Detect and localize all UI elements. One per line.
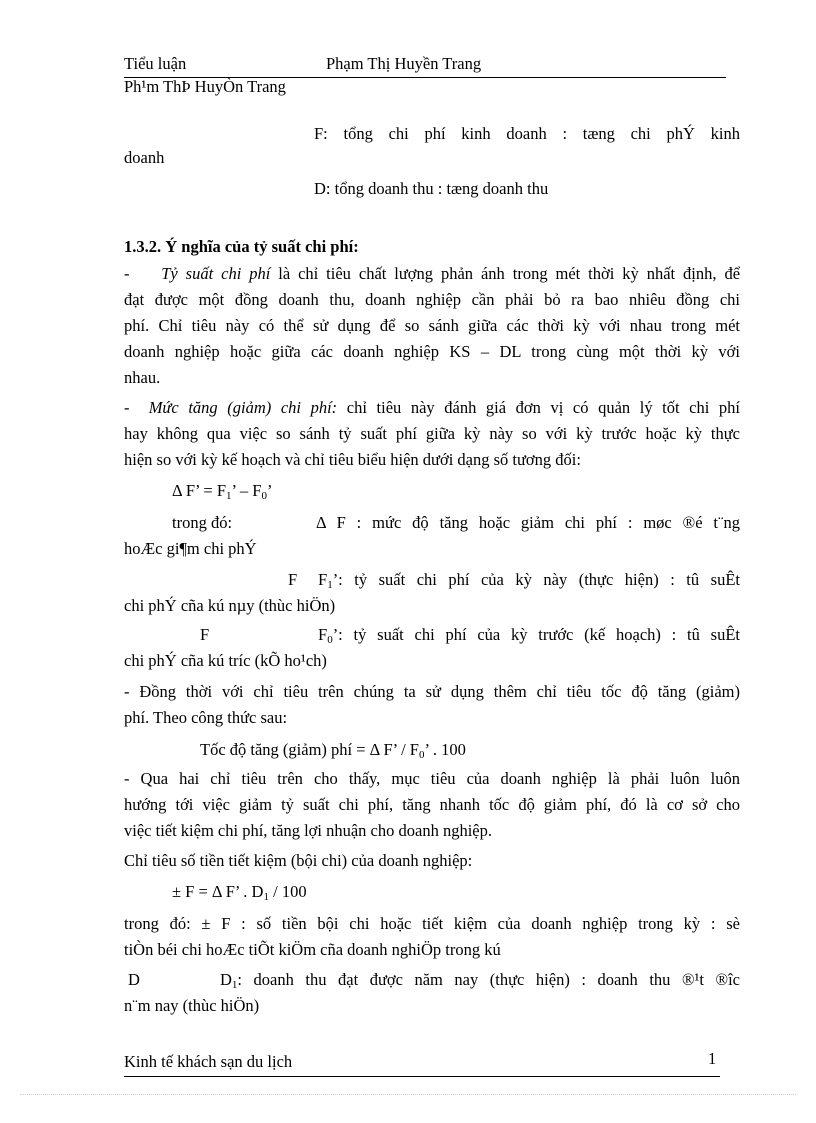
f-definition: F: tổng chi phí kinh doanh : tæng chi phÝ kinh xyxy=(314,124,740,143)
d1-definition-cont: n¨m nay (thùc hiÖn) xyxy=(124,996,260,1015)
header-left: Tiểu luận xyxy=(124,54,187,73)
equation-growth-rate xyxy=(200,740,466,760)
f0-def-symbol: F xyxy=(318,625,328,644)
where2-definition: trong đó: ± F : số tiền bội chi hoặc tiết kiệm của doanh nghiệp trong kỳ : sè xyxy=(124,914,740,933)
where1-definition: Δ F : mức độ tăng hoặc giảm chi phí : møc ®é t¨ng xyxy=(316,513,740,532)
footer-left: Kinh tế khách sạn du lịch xyxy=(124,1052,293,1071)
equation-savings xyxy=(172,882,307,902)
para1-line2: đạt được một đồng doanh thu, doanh nghiệp cần phải bỏ ra bao nhiêu đồng chi xyxy=(124,290,740,309)
para4-line3: việc tiết kiệm chi phí, tăng lợi nhuận cho doanh nghiệp. xyxy=(124,821,492,840)
para1-dash: - xyxy=(124,264,130,283)
para4-line1: - Qua hai chỉ tiêu trên cho thấy, mục tiêu của doanh nghiệp là phải luôn luôn xyxy=(124,769,740,788)
d1-def-symbol: D xyxy=(220,970,232,989)
para3-line1: - Đồng thời với chỉ tiêu trên chúng ta sử dụng thêm chỉ tiêu tốc độ tăng (giảm) xyxy=(124,682,740,701)
header-author: Phạm Thị Huyền Trang xyxy=(326,54,482,73)
para1-term: Tỷ suất chi phí xyxy=(161,264,271,283)
f1-sub: 1 xyxy=(327,579,333,591)
f0-definition xyxy=(318,625,740,645)
para2-dash: - xyxy=(124,398,130,417)
eq1-part-b: ’ – F xyxy=(231,481,262,500)
f1-def-text: ’: tỷ suất chi phí của kỳ này (thực hiện) : tû suÊt xyxy=(332,570,740,589)
para1-line4: doanh nghiệp hoặc giữa các doanh nghiệp KS – DL trong cùng một thời kỳ với xyxy=(124,342,740,361)
f1-definition xyxy=(318,570,740,590)
para5: Chỉ tiêu số tiền tiết kiệm (bội chi) của doanh nghiệp: xyxy=(124,851,473,870)
eq3-part-b: / 100 xyxy=(268,882,307,901)
d1-sub: 1 xyxy=(231,979,238,991)
eq2-part-b: ’ . 100 xyxy=(424,740,466,759)
para1-line3: phí. Chỉ tiêu này có thể sử dụng để so sánh giữa các thời kỳ với nhau trong mét xyxy=(124,316,740,335)
eq3-sub: 1 xyxy=(263,891,269,903)
para4-line2: hướng tới việc giảm tỷ suất chi phí, tăng nhanh tốc độ giảm phí, đó là cơ sở cho xyxy=(124,795,740,814)
para2-line1-rest: chỉ tiêu này đánh giá đơn vị có quản lý tốt chi phí xyxy=(346,398,741,417)
page-number: 1 xyxy=(708,1049,717,1068)
eq1-sub2: 0 xyxy=(261,490,267,502)
section-heading: 1.3.2. Ý nghĩa của tỷ suất chi phí: xyxy=(124,237,359,256)
eq2-part-a: Tốc độ tăng (giảm) phí = Δ F’ / F xyxy=(200,740,419,759)
para2-line1 xyxy=(124,398,740,418)
d-definition: D: tổng doanh thu : tæng doanh thu xyxy=(314,179,549,198)
para2-term: Mức tăng (giảm) chi phí: xyxy=(148,398,338,417)
where1-label: trong đó: xyxy=(172,513,233,532)
equation-delta-f xyxy=(172,481,272,501)
eq1-sub1: 1 xyxy=(226,490,232,502)
eq1-part-c: ’ xyxy=(266,481,273,500)
f-definition-cont: doanh xyxy=(124,148,165,167)
footer-rule xyxy=(124,1076,720,1077)
page-edge-dots xyxy=(20,1094,796,1095)
eq2-sub: 0 xyxy=(418,749,425,761)
para1-line1-rest: là chỉ tiêu chất lượng phản ánh trong mét thời kỳ nhất định, để xyxy=(278,264,741,283)
d1-def-text: : doanh thu đạt được năm nay (thực hiện) : doanh thu ®¹t ®îc xyxy=(237,970,740,989)
where2-definition-cont: tiÒn béi chi hoÆc tiÕt kiÖm cña doanh nghiÖp trong kú xyxy=(124,940,501,959)
para1-line5: nhau. xyxy=(124,368,161,387)
para1-line1 xyxy=(124,264,740,284)
f0-sub: 0 xyxy=(327,634,333,646)
para2-line3: hiện so với kỳ kế hoạch và chỉ tiêu biểu hiện dưới dạng số tương đối: xyxy=(124,450,581,469)
para2-line2: hay không qua việc so sánh tỷ suất phí giữa kỳ này so với kỳ trước hoặc kỳ thực xyxy=(124,424,740,443)
f0-definition-cont: chi phÝ cña kú tríc (kÕ ho¹ch) xyxy=(124,651,327,670)
f1-def-symbol: F xyxy=(318,570,328,589)
f0-def-text: ’: tỷ suất chi phí của kỳ trước (kế hoạch) : tû suÊt xyxy=(332,625,740,644)
where1-definition-cont: hoÆc gi¶m chi phÝ xyxy=(124,539,257,558)
para3-line2: phí. Theo công thức sau: xyxy=(124,708,288,727)
f1-symbol: F xyxy=(288,570,298,589)
eq3-part-a: ± F = Δ F’ . D xyxy=(172,882,264,901)
d1-symbol: D xyxy=(128,970,140,989)
header-garbled: Ph¹m ThÞ HuyÒn Trang xyxy=(124,77,286,96)
eq1-part-a: Δ F’ = F xyxy=(172,481,227,500)
f0-symbol: F xyxy=(200,625,210,644)
d1-definition xyxy=(220,970,740,990)
f1-definition-cont: chi phÝ cña kú nµy (thùc hiÖn) xyxy=(124,596,336,615)
